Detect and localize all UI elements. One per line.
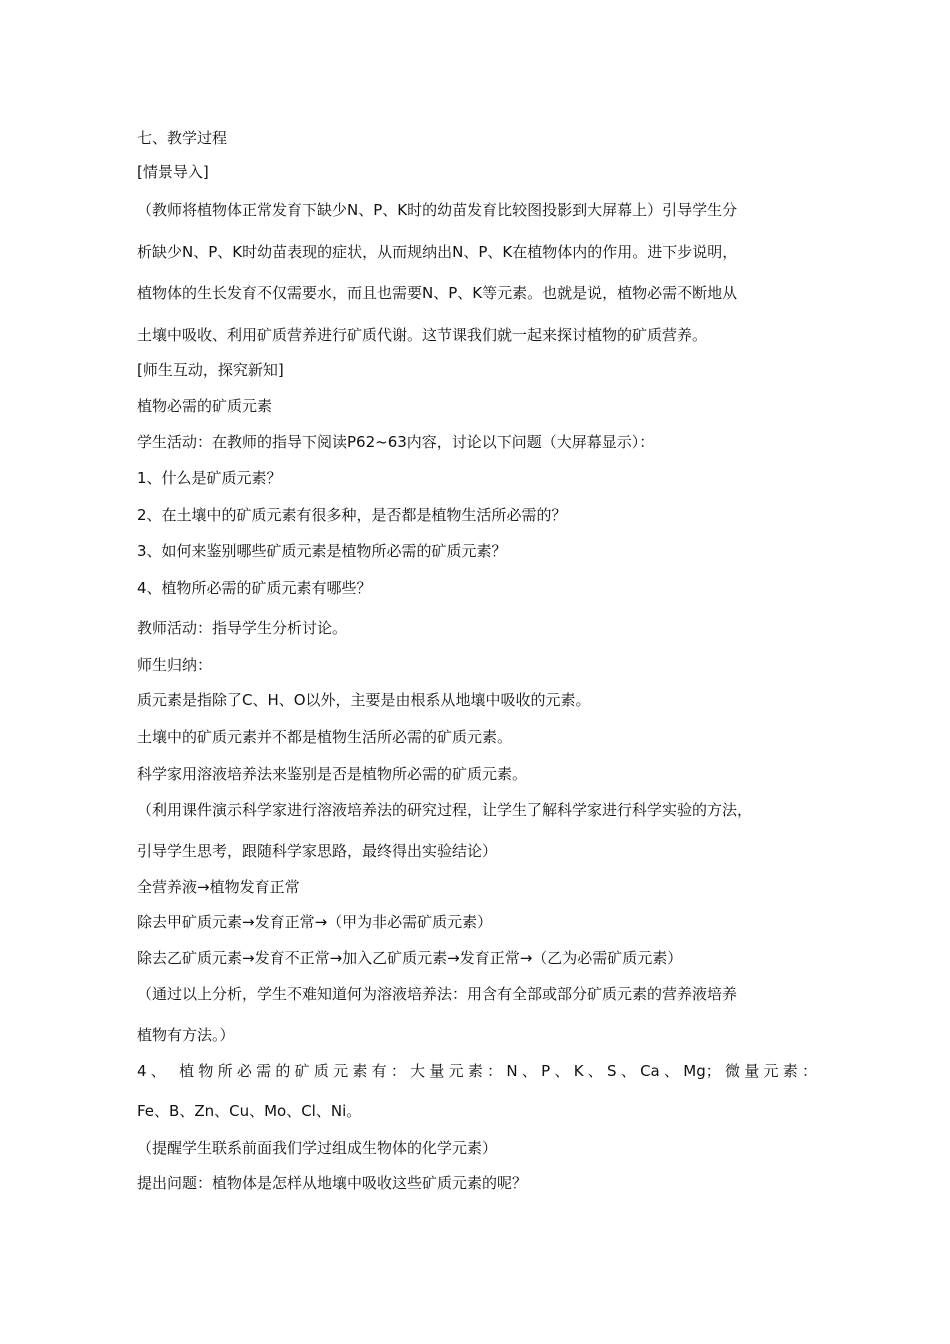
paragraph-line: 植物有方法。） [137, 1026, 235, 1044]
paragraph-line: 植物体的生长发育不仅需要水，而且也需要N、P、K等元素。也就是说，植物必需不断地从 [137, 284, 738, 302]
paragraph-line: 植物必需的矿质元素 [137, 397, 273, 415]
paragraph-line: 科学家用溶液培养法来鉴别是否是植物所必需的矿质元素。 [137, 765, 528, 783]
paragraph-line: 引导学生思考，跟随科学家思路，最终得出实验结论） [137, 842, 498, 860]
question-item: 1、什么是矿质元素？ [137, 469, 282, 487]
question-item: 4、植物所必需的矿质元素有哪些？ [137, 579, 372, 597]
paragraph-line: 除去甲矿质元素→发育正常→（甲为非必需矿质元素） [137, 913, 493, 931]
paragraph-line: （提醒学生联系前面我们学过组成生物体的化学元素） [137, 1139, 498, 1157]
paragraph-line: 土壤中吸收、利用矿质营养进行矿质代谢。这节课我们就一起来探讨植物的矿质营养。 [137, 326, 708, 344]
section-heading: 七、教学过程 [137, 129, 228, 147]
paragraph-line: 土壤中的矿质元素并不都是植物生活所必需的矿质元素。 [137, 728, 513, 746]
paragraph-line: 除去乙矿质元素→发育不正常→加入乙矿质元素→发育正常→（乙为必需矿质元素） [137, 949, 683, 967]
paragraph-line: 师生归纳： [137, 656, 213, 674]
subsection-heading: [师生互动，探究新知] [137, 361, 284, 379]
paragraph-line: （教师将植物体正常发育下缺少N、P、K时的幼苗发育比较图投影到大屏幕上）引导学生分 [137, 201, 738, 219]
paragraph-line: （利用课件演示科学家进行溶液培养法的研究过程，让学生了解科学家进行科学实验的方法， [137, 801, 753, 819]
question-item: 3、如何来鉴别哪些矿质元素是植物所必需的矿质元素？ [137, 542, 507, 560]
paragraph-line: Fe、B、Zn、Cu、Mo、Cl、Ni。 [137, 1102, 362, 1120]
subsection-heading: [情景导入] [137, 163, 209, 181]
paragraph-line: （通过以上分析，学生不难知道何为溶液培养法：用含有全部或部分矿质元素的营养液培养 [137, 985, 738, 1003]
paragraph-line: 质元素是指除了C、H、O以外，主要是由根系从地壤中吸收的元素。 [137, 691, 591, 709]
paragraph-line: 教师活动：指导学生分析讨论。 [137, 619, 348, 637]
paragraph-line: 析缺少N、P、K时幼苗表现的症状，从而规纳出N、P、K在植物体内的作用。进下步说明， [137, 243, 738, 261]
paragraph-line: 学生活动：在教师的指导下阅读P62~63内容，讨论以下问题（大屏幕显示）： [137, 433, 655, 451]
paragraph-line: 全营养液→植物发育正常 [137, 878, 300, 896]
paragraph-line: 提出问题：植物体是怎样从地壤中吸收这些矿质元素的呢？ [137, 1174, 528, 1192]
question-item: 2、在土壤中的矿质元素有很多种，是否都是植物生活所必需的？ [137, 506, 567, 524]
paragraph-line: 4、 植物所必需的矿质元素有：大量元素：N、P、K、S、Ca、Mg；微量元素： [137, 1062, 817, 1080]
